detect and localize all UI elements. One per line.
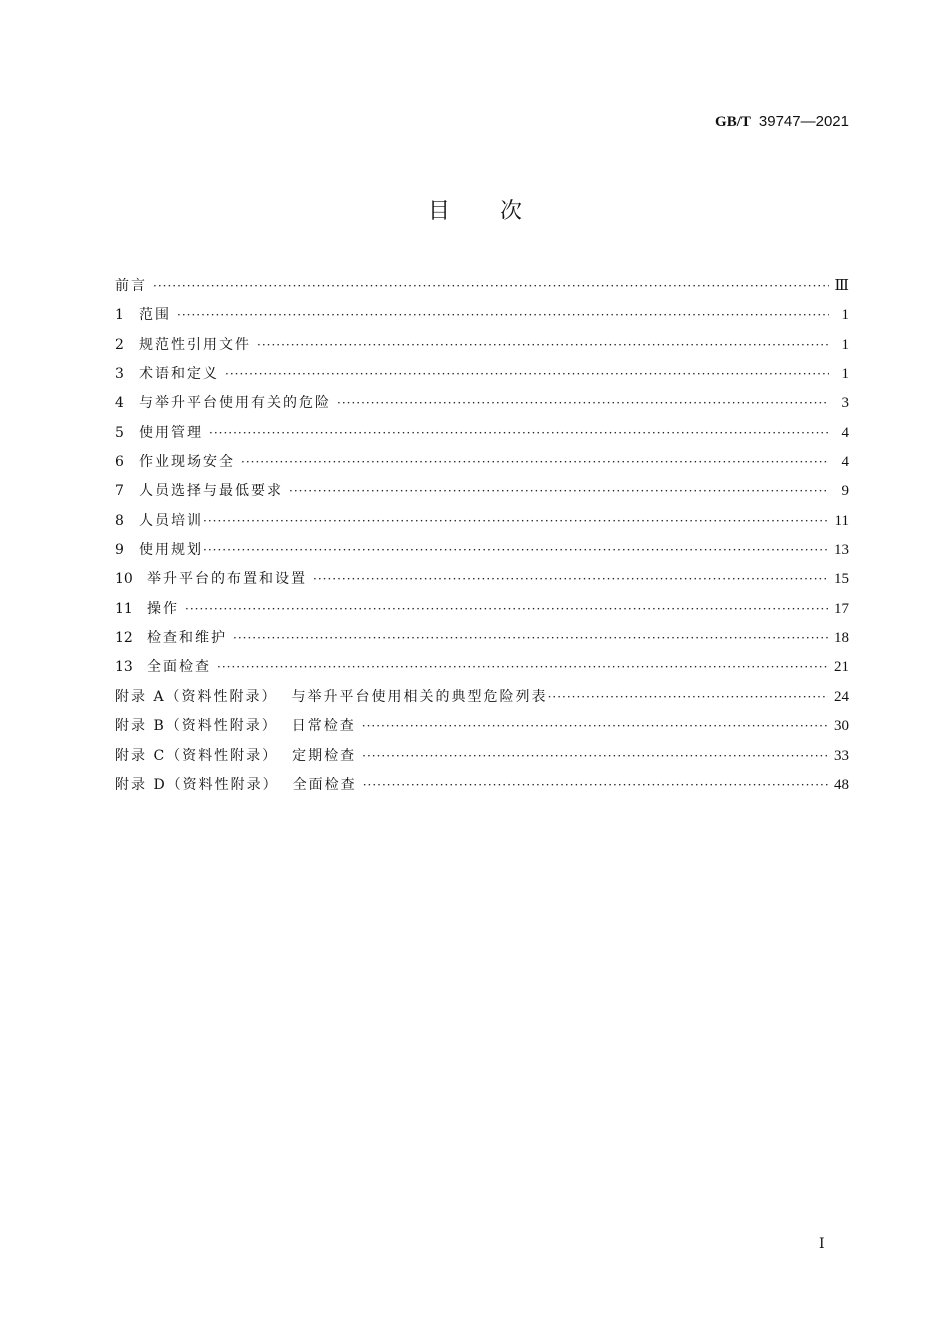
leader-dots bbox=[257, 331, 829, 360]
title-char-2: 次 bbox=[500, 199, 523, 224]
leader-dots bbox=[203, 536, 828, 565]
toc-entry-appendix-d[interactable] bbox=[115, 771, 849, 800]
toc-entry-4[interactable] bbox=[115, 389, 849, 418]
toc-page: Ⅲ bbox=[834, 278, 849, 294]
leader-dots bbox=[241, 448, 829, 477]
toc-label: 操作 bbox=[147, 600, 179, 617]
standard-number: 39747—2021 bbox=[758, 113, 849, 130]
leader-dots bbox=[548, 683, 828, 712]
toc-number: 13 bbox=[115, 659, 133, 676]
leader-dots bbox=[233, 624, 828, 653]
toc-entry-appendix-c[interactable] bbox=[115, 742, 849, 771]
appendix-prefix: 附录 B（资料性附录） bbox=[115, 718, 278, 735]
toc-number: 3 bbox=[115, 366, 124, 383]
leader-dots bbox=[185, 595, 828, 624]
toc-page: 21 bbox=[834, 659, 849, 676]
leader-dots bbox=[362, 742, 828, 771]
toc-label: 人员培训 bbox=[139, 512, 203, 529]
toc-number: 2 bbox=[115, 336, 124, 353]
appendix-prefix: 附录 A（资料性附录） bbox=[115, 688, 278, 705]
toc-page: 13 bbox=[834, 542, 849, 559]
toc-label: 作业现场安全 bbox=[139, 454, 235, 471]
toc-label: 日常检查 bbox=[291, 718, 356, 735]
leader-dots bbox=[203, 507, 829, 536]
toc-page: 1 bbox=[841, 366, 849, 383]
toc-label: 使用管理 bbox=[139, 424, 203, 441]
toc-number: 9 bbox=[115, 542, 124, 559]
leader-dots bbox=[217, 653, 828, 682]
toc-page: 1 bbox=[841, 307, 849, 324]
toc-label: 举升平台的布置和设置 bbox=[147, 571, 307, 588]
leader-dots bbox=[153, 272, 829, 301]
toc-page: 24 bbox=[834, 688, 849, 705]
toc-label: 全面检查 bbox=[292, 776, 357, 793]
leader-dots bbox=[362, 712, 828, 741]
toc-entry-foreword[interactable] bbox=[115, 272, 849, 301]
toc-page: 17 bbox=[834, 600, 849, 617]
toc-number: 1 bbox=[115, 307, 124, 324]
toc-entry-8[interactable] bbox=[115, 507, 849, 536]
toc-entry-5[interactable] bbox=[115, 419, 849, 448]
toc-entry-1[interactable] bbox=[115, 301, 849, 330]
toc-entry-appendix-a[interactable] bbox=[115, 683, 849, 712]
standard-code bbox=[715, 113, 849, 131]
toc-label: 术语和定义 bbox=[139, 366, 219, 383]
toc-label: 定期检查 bbox=[292, 747, 357, 764]
leader-dots bbox=[177, 301, 829, 330]
toc-page: 9 bbox=[841, 483, 849, 500]
toc-label: 全面检查 bbox=[147, 659, 211, 676]
toc-entry-7[interactable] bbox=[115, 477, 849, 506]
page-title bbox=[0, 194, 950, 225]
toc-page: 1 bbox=[841, 336, 849, 353]
toc-page: 48 bbox=[834, 776, 849, 793]
toc-number: 10 bbox=[115, 571, 133, 588]
toc-entry-13[interactable] bbox=[115, 653, 849, 682]
toc-number: 8 bbox=[115, 512, 124, 529]
toc-entry-12[interactable] bbox=[115, 624, 849, 653]
toc-number: 4 bbox=[115, 395, 124, 412]
toc-label: 范围 bbox=[139, 307, 171, 324]
toc-entry-11[interactable] bbox=[115, 595, 849, 624]
toc-label: 规范性引用文件 bbox=[139, 336, 251, 353]
title-char-1: 目 bbox=[427, 199, 450, 224]
toc-page: 33 bbox=[834, 747, 849, 764]
leader-dots bbox=[363, 771, 828, 800]
toc-number: 6 bbox=[115, 454, 124, 471]
leader-dots bbox=[313, 565, 828, 594]
toc-page: 18 bbox=[834, 630, 849, 647]
appendix-prefix: 附录 D（资料性附录） bbox=[115, 776, 279, 793]
toc-label: 检查和维护 bbox=[147, 630, 227, 647]
toc-label: 与举升平台使用相关的典型危险列表 bbox=[291, 688, 548, 705]
toc-page: 4 bbox=[841, 454, 849, 471]
leader-dots bbox=[289, 477, 829, 506]
page-number: Ⅰ bbox=[819, 1237, 825, 1252]
toc-entry-6[interactable] bbox=[115, 448, 849, 477]
toc-label: 与举升平台使用有关的危险 bbox=[139, 395, 331, 412]
toc-page: 15 bbox=[834, 571, 849, 588]
toc-number: 12 bbox=[115, 630, 133, 647]
toc-page: 30 bbox=[834, 718, 849, 735]
toc-number: 11 bbox=[115, 600, 133, 617]
toc-entry-9[interactable] bbox=[115, 536, 849, 565]
toc-number: 5 bbox=[115, 424, 124, 441]
toc-label: 使用规划 bbox=[139, 542, 203, 559]
toc-number: 7 bbox=[115, 483, 124, 500]
leader-dots bbox=[225, 360, 829, 389]
toc-entry-10[interactable] bbox=[115, 565, 849, 594]
appendix-prefix: 附录 C（资料性附录） bbox=[115, 747, 279, 764]
toc-entry-2[interactable] bbox=[115, 331, 849, 360]
table-of-contents bbox=[115, 272, 849, 800]
toc-label: 人员选择与最低要求 bbox=[139, 483, 283, 500]
toc-entry-appendix-b[interactable] bbox=[115, 712, 849, 741]
standard-prefix: GB/T bbox=[715, 114, 751, 130]
toc-page: 11 bbox=[834, 512, 849, 529]
toc-page: 3 bbox=[841, 395, 849, 412]
leader-dots bbox=[337, 389, 829, 418]
toc-entry-3[interactable] bbox=[115, 360, 849, 389]
leader-dots bbox=[209, 419, 829, 448]
toc-page: 4 bbox=[841, 424, 849, 441]
toc-label: 前言 bbox=[115, 278, 147, 294]
